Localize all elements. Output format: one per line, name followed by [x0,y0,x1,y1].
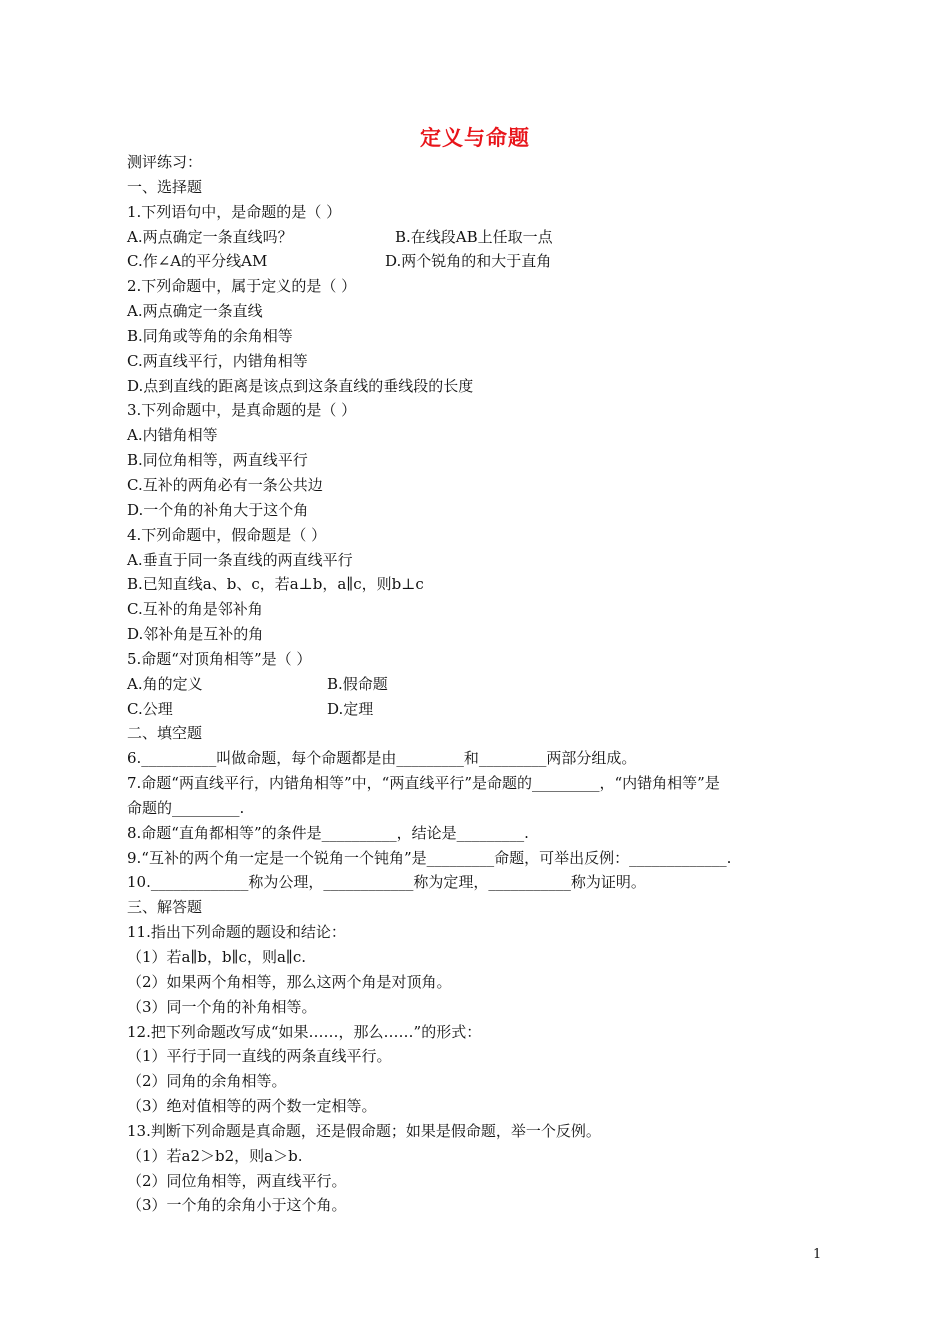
text-line [127,697,827,722]
text-line: （1）若a∥b，b∥c，则a∥c. [127,948,306,966]
text-line: 10._____________称为公理，____________称为定理，___________称为证明。 [127,873,646,892]
text-line: 测评练习： [127,153,203,171]
text-line: C.互补的角是邻补角 [127,600,263,619]
option-left: A.角的定义 [127,674,203,693]
text-line: A.垂直于同一条直线的两直线平行 [127,550,353,569]
option-right: B.假命题 [327,674,388,693]
text-line: （3）一个角的余角小于这个角。 [127,1196,347,1215]
text-line: 13.判断下列命题是真命题，还是假命题；如果是假命题，举一个反例。 [127,1121,601,1140]
text-line: 11.指出下列命题的题设和结论： [127,923,346,942]
text-line: （2）如果两个角相等，那么这两个角是对顶角。 [127,972,452,991]
text-line: 1.下列语句中，是命题的是（ ） [127,202,342,221]
text-line: C.互补的两角必有一条公共边 [127,475,323,494]
text-line [127,249,827,274]
text-line: 3.下列命题中，是真命题的是（ ） [127,401,357,420]
text-line: B.已知直线a、b、c，若a⊥b，a∥c，则b⊥c [127,575,424,594]
text-line: B.同位角相等，两直线平行 [127,451,308,470]
text-line: B.同角或等角的余角相等 [127,326,293,345]
text-line: D.点到直线的距离是该点到这条直线的垂线段的长度 [127,376,474,395]
text-line: （2）同角的余角相等。 [127,1072,287,1091]
text-line: A.两点确定一条直线 [127,302,263,321]
document-title: 定义与命题 [420,125,530,150]
text-line: 4.下列命题中，假命题是（ ） [127,525,327,544]
text-line: 6.__________叫做命题，每个命题都是由_________和_________两部分组成。 [127,749,637,768]
text-line: 8.命题“直角都相等”的条件是__________，结论是_________. [127,823,529,842]
text-line: A.内错角相等 [127,426,218,445]
text-line: 命题的_________. [127,798,245,817]
text-line: 一、选择题 [127,177,203,196]
option-right: B.在线段AB上任取一点 [395,227,553,246]
text-line: （1）平行于同一直线的两条直线平行。 [127,1047,392,1066]
document-body [127,150,827,1218]
option-right: D.两个锐角的和大于直角 [385,252,552,271]
text-line: 二、填空题 [127,724,203,743]
text-line: 2.下列命题中，属于定义的是（ ） [127,277,357,296]
text-line: D.邻补角是互补的角 [127,625,264,644]
text-line [127,225,827,250]
page-number: 1 [813,1247,822,1262]
text-line: （2）同位角相等，两直线平行。 [127,1171,347,1190]
text-line: 5.命题“对顶角相等”是（ ） [127,649,312,668]
text-line [127,672,827,697]
text-line: D.一个角的补角大于这个角 [127,500,309,519]
text-line: 三、解答题 [127,898,203,917]
text-line: （3）同一个角的补角相等。 [127,997,317,1016]
text-line: 12.把下列命题改写成“如果……，那么……”的形式： [127,1022,482,1041]
option-left: A.两点确定一条直线吗？ [127,227,293,246]
text-line: 7.命题“两直线平行，内错角相等”中，“两直线平行”是命题的_________，“内错角相等”是 [127,774,720,793]
option-left: C.作∠A的平分线AM [127,252,268,271]
text-line: （1）若a2＞b2，则a＞b. [127,1146,303,1165]
option-left: C.公理 [127,699,173,718]
text-line: 9.“互补的两个角一定是一个锐角一个钝角”是_________命题，可举出反例：_____________. [127,848,732,867]
text-line: C.两直线平行，内错角相等 [127,351,308,370]
text-line: （3）绝对值相等的两个数一定相等。 [127,1097,377,1116]
option-right: D.定理 [327,699,374,718]
